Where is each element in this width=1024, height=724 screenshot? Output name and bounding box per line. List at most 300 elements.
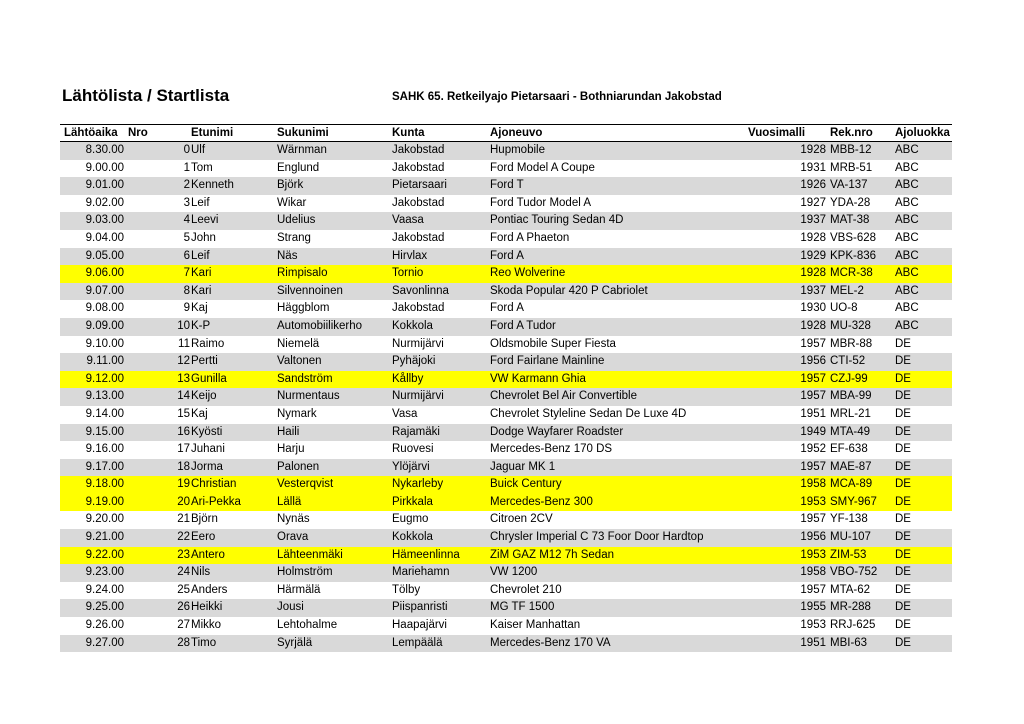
col-header-etunimi: Etunimi [191,127,234,139]
cell-reknro: YDA-28 [830,196,871,209]
cell-vuosimalli: 1937 [800,284,826,297]
table-row [60,353,952,371]
cell-kunta: Savonlinna [392,284,449,297]
cell-sukunimi: Harju [277,443,305,456]
cell-reknro: MEL-2 [830,284,864,297]
cell-sukunimi: Lähteenmäki [277,548,343,561]
cell-reknro: UO-8 [830,302,858,315]
cell-etunimi: Eero [191,531,216,544]
cell-reknro: SMY-967 [830,495,877,508]
cell-ajoneuvo: ZiM GAZ M12 7h Sedan [490,548,614,561]
cell-sukunimi: Nymark [277,407,317,420]
cell-nro: 25 [177,583,190,596]
table-row [60,195,952,213]
cell-etunimi: Gunilla [191,372,227,385]
cell-ajoneuvo: Ford A Phaeton [490,231,570,244]
cell-sukunimi: Wikar [277,196,307,209]
cell-ajoluokka: DE [895,495,911,508]
cell-reknro: RRJ-625 [830,619,876,632]
table-row [60,265,952,283]
cell-nro: 11 [178,337,190,350]
cell-ajoluokka: ABC [895,319,919,332]
cell-reknro: CTI-52 [830,355,866,368]
cell-reknro: YF-138 [830,513,868,526]
table-row [60,635,952,653]
cell-ajoluokka: DE [895,513,911,526]
cell-lahtoaika: 9.09.00 [85,319,124,332]
col-header-sukunimi: Sukunimi [277,127,329,139]
cell-ajoneuvo: Jaguar MK 1 [490,460,556,473]
cell-nro: 10 [177,319,190,332]
cell-ajoluokka: DE [895,478,911,491]
cell-lahtoaika: 9.23.00 [85,566,124,579]
cell-reknro: VA-137 [830,179,868,192]
table-row [60,283,952,301]
cell-vuosimalli: 1928 [800,144,826,156]
cell-lahtoaika: 9.25.00 [85,601,124,614]
cell-vuosimalli: 1928 [800,319,826,332]
cell-nro: 16 [177,425,190,438]
cell-kunta: Haapajärvi [392,619,447,632]
cell-etunimi: Kaj [191,302,208,315]
cell-lahtoaika: 9.15.00 [85,425,124,438]
cell-vuosimalli: 1957 [800,390,826,403]
cell-nro: 19 [177,478,190,491]
cell-vuosimalli: 1953 [800,619,826,632]
cell-nro: 13 [177,372,190,385]
cell-ajoneuvo: Ford A [490,302,524,315]
cell-ajoluokka: DE [895,548,911,561]
cell-vuosimalli: 1958 [800,478,826,491]
col-header-reknro: Rek.nro [830,127,873,139]
cell-nro: 23 [177,548,190,561]
cell-vuosimalli: 1951 [800,407,826,420]
event-subtitle: SAHK 65. Retkeilyajo Pietarsaari - Bothniarundan Jakobstad [392,91,722,103]
cell-ajoneuvo: Mercedes-Benz 170 DS [490,443,613,456]
cell-vuosimalli: 1931 [800,161,826,174]
cell-ajoneuvo: Buick Century [490,478,562,491]
cell-nro: 26 [177,601,190,614]
cell-nro: 7 [183,267,190,280]
cell-reknro: CZJ-99 [830,372,868,385]
cell-vuosimalli: 1927 [800,196,826,209]
cell-sukunimi: Nynäs [277,513,310,526]
cell-ajoluokka: DE [895,531,911,544]
cell-kunta: Vasa [392,407,418,420]
cell-ajoneuvo: Reo Wolverine [490,267,566,280]
cell-sukunimi: Härmälä [277,583,321,596]
cell-sukunimi: Björk [277,179,304,192]
table-row [60,599,952,617]
cell-reknro: VBO-752 [830,566,878,579]
cell-etunimi: Leif [191,196,210,209]
cell-sukunimi: Sandström [277,372,333,385]
cell-lahtoaika: 9.10.00 [85,337,124,350]
cell-kunta: Nykarleby [392,478,444,491]
cell-etunimi: Kyösti [191,425,223,438]
table-row [60,212,952,230]
cell-etunimi: Leevi [191,214,219,227]
cell-etunimi: Tom [191,161,213,174]
table-body [60,142,952,652]
col-header-vuosimalli: Vuosimalli [748,127,806,139]
cell-kunta: Jakobstad [392,196,445,209]
cell-kunta: Ruovesi [392,443,434,456]
cell-ajoluokka: DE [895,443,911,456]
table-row [60,177,952,195]
col-header-ajoneuvo: Ajoneuvo [490,127,543,139]
cell-kunta: Hirvlax [392,249,428,262]
cell-ajoneuvo: VW 1200 [490,566,538,579]
table-row [60,547,952,565]
cell-reknro: MCR-38 [830,267,873,280]
table-row [60,142,952,160]
cell-vuosimalli: 1953 [800,548,826,561]
cell-ajoluokka: DE [895,566,911,579]
cell-lahtoaika: 9.21.00 [85,531,124,544]
cell-ajoluokka: DE [895,460,911,473]
cell-vuosimalli: 1929 [800,249,826,262]
table-row [60,230,952,248]
cell-ajoluokka: ABC [895,214,919,227]
cell-kunta: Rajamäki [392,425,440,438]
cell-kunta: Piispanristi [392,601,448,614]
cell-nro: 15 [177,407,190,420]
cell-reknro: MBI-63 [830,636,868,649]
cell-lahtoaika: 9.05.00 [85,249,124,262]
cell-etunimi: Anders [191,583,228,596]
cell-ajoneuvo: Ford T [490,179,524,192]
cell-nro: 12 [177,355,190,368]
cell-kunta: Kokkola [392,531,433,544]
cell-reknro: MAE-87 [830,460,872,473]
cell-nro: 9 [183,302,190,315]
cell-lahtoaika: 9.14.00 [85,407,124,420]
cell-sukunimi: Wärnman [277,144,327,156]
cell-ajoluokka: DE [895,355,911,368]
cell-reknro: MBB-12 [830,144,872,156]
cell-ajoluokka: DE [895,372,911,385]
cell-vuosimalli: 1926 [800,179,826,192]
cell-sukunimi: Holmström [277,566,333,579]
cell-reknro: MU-107 [830,531,871,544]
cell-sukunimi: Vesterqvist [277,478,334,491]
cell-etunimi: Jorma [191,460,223,473]
cell-sukunimi: Valtonen [277,355,322,368]
table-row [60,406,952,424]
table-row [60,511,952,529]
cell-kunta: Jakobstad [392,302,445,315]
cell-reknro: MBA-99 [830,390,872,403]
cell-nro: 1 [183,161,190,174]
cell-vuosimalli: 1949 [800,425,826,438]
cell-lahtoaika: 9.26.00 [85,619,124,632]
table-header [60,125,952,142]
cell-lahtoaika: 9.01.00 [85,179,124,192]
cell-ajoneuvo: Ford Tudor Model A [490,196,591,209]
cell-lahtoaika: 9.13.00 [85,390,124,403]
cell-etunimi: Leif [191,249,210,262]
cell-lahtoaika: 9.02.00 [85,196,124,209]
cell-sukunimi: Orava [277,531,309,544]
table-row [60,300,952,318]
cell-lahtoaika: 9.24.00 [85,583,124,596]
cell-ajoluokka: ABC [895,179,919,192]
cell-lahtoaika: 9.17.00 [85,460,124,473]
cell-sukunimi: Näs [277,249,298,262]
cell-vuosimalli: 1957 [800,337,826,350]
cell-kunta: Tölby [392,583,421,596]
cell-ajoneuvo: Mercedes-Benz 170 VA [490,636,611,649]
cell-sukunimi: Lehtohalme [277,619,338,632]
cell-reknro: MCA-89 [830,478,873,491]
cell-sukunimi: Niemelä [277,337,320,350]
cell-kunta: Pyhäjoki [392,355,436,368]
cell-sukunimi: Automobiilikerho [277,319,363,332]
cell-ajoluokka: ABC [895,302,919,315]
cell-lahtoaika: 9.11.00 [86,355,124,368]
cell-vuosimalli: 1956 [800,355,826,368]
cell-kunta: Hämeenlinna [392,548,460,561]
cell-ajoneuvo: Pontiac Touring Sedan 4D [490,214,624,227]
cell-ajoluokka: DE [895,601,911,614]
cell-etunimi: Kenneth [191,179,234,192]
cell-ajoluokka: ABC [895,144,919,156]
cell-ajoluokka: ABC [895,231,919,244]
cell-ajoluokka: DE [895,390,911,403]
cell-lahtoaika: 9.06.00 [85,267,124,280]
cell-ajoneuvo: Hupmobile [490,144,545,156]
cell-vuosimalli: 1956 [800,531,826,544]
cell-reknro: MTA-62 [830,583,871,596]
cell-vuosimalli: 1928 [800,231,826,244]
page-title: Lähtölista / Startlista [62,86,230,105]
cell-ajoluokka: ABC [895,284,919,297]
cell-etunimi: Kaj [191,407,208,420]
cell-nro: 4 [183,214,190,227]
cell-lahtoaika: 9.18.00 [85,478,124,491]
cell-etunimi: Heikki [191,601,223,614]
cell-vuosimalli: 1958 [800,566,826,579]
cell-kunta: Lempäälä [392,636,443,649]
table-row [60,494,952,512]
cell-lahtoaika: 9.27.00 [85,636,124,649]
cell-kunta: Vaasa [392,214,424,227]
cell-kunta: Tornio [392,267,424,280]
cell-nro: 22 [177,531,190,544]
table-row [60,617,952,635]
cell-sukunimi: Haili [277,425,300,438]
cell-sukunimi: Strang [277,231,311,244]
cell-nro: 28 [177,636,190,649]
cell-kunta: Pietarsaari [392,179,447,192]
cell-kunta: Jakobstad [392,144,445,156]
cell-vuosimalli: 1930 [800,302,826,315]
col-header-nro: Nro [128,127,148,139]
cell-kunta: Kållby [392,372,424,385]
start-list-table [60,124,952,652]
cell-ajoluokka: DE [895,407,911,420]
cell-ajoluokka: DE [895,636,911,649]
cell-ajoluokka: DE [895,425,911,438]
cell-etunimi: K-P [191,319,211,332]
table-row [60,160,952,178]
cell-etunimi: Christian [191,478,237,491]
table-row [60,318,952,336]
cell-lahtoaika: 9.07.00 [85,284,124,297]
cell-ajoluokka: ABC [895,196,919,209]
cell-reknro: KPK-836 [830,249,877,262]
cell-vuosimalli: 1953 [800,495,826,508]
cell-lahtoaika: 9.22.00 [85,548,124,561]
cell-reknro: MRB-51 [830,161,873,174]
cell-ajoneuvo: MG TF 1500 [490,601,555,614]
cell-etunimi: Raimo [191,337,225,350]
cell-reknro: EF-638 [830,443,868,456]
cell-etunimi: Timo [191,636,217,649]
table-row [60,459,952,477]
cell-nro: 20 [177,495,190,508]
cell-sukunimi: Silvennoinen [277,284,343,297]
cell-vuosimalli: 1937 [800,214,826,227]
cell-ajoneuvo: VW Karmann Ghia [490,372,586,385]
cell-ajoneuvo: Ford Fairlane Mainline [490,355,605,368]
cell-ajoneuvo: Kaiser Manhattan [490,619,581,632]
cell-ajoneuvo: Skoda Popular 420 P Cabriolet [490,284,648,297]
cell-kunta: Nurmijärvi [392,390,444,403]
cell-ajoneuvo: Citroen 2CV [490,513,553,526]
cell-kunta: Jakobstad [392,231,445,244]
cell-sukunimi: Rimpisalo [277,267,328,280]
cell-sukunimi: Englund [277,161,320,174]
cell-nro: 8 [183,284,190,297]
table-row [60,476,952,494]
cell-ajoluokka: DE [895,583,911,596]
cell-nro: 0 [183,144,190,156]
cell-reknro: MTA-49 [830,425,871,438]
cell-nro: 2 [183,179,190,192]
cell-reknro: MAT-38 [830,214,870,227]
cell-nro: 5 [183,231,190,244]
cell-ajoluokka: ABC [895,249,919,262]
table-row [60,424,952,442]
table-row [60,564,952,582]
cell-ajoluokka: ABC [895,267,919,280]
cell-nro: 6 [183,249,190,262]
cell-ajoneuvo: Mercedes-Benz 300 [490,495,593,508]
cell-lahtoaika: 9.08.00 [85,302,124,315]
cell-etunimi: John [191,231,216,244]
cell-ajoneuvo: Chevrolet Bel Air Convertible [490,390,638,403]
cell-nro: 3 [183,196,190,209]
cell-ajoneuvo: Chrysler Imperial C 73 Foor Door Hardtop [490,531,704,544]
cell-ajoluokka: ABC [895,161,919,174]
cell-reknro: MRL-21 [830,407,871,420]
cell-vuosimalli: 1952 [800,443,826,456]
cell-etunimi: Kari [191,267,212,280]
cell-nro: 24 [177,566,190,579]
cell-reknro: VBS-628 [830,231,877,244]
cell-lahtoaika: 9.19.00 [85,495,124,508]
col-header-kunta: Kunta [392,127,425,139]
cell-sukunimi: Jousi [277,601,304,614]
cell-lahtoaika: 9.04.00 [85,231,124,244]
cell-vuosimalli: 1957 [800,513,826,526]
cell-sukunimi: Lällä [277,495,302,508]
table-row [60,336,952,354]
cell-etunimi: Nils [191,566,211,579]
cell-etunimi: Juhani [191,443,225,456]
cell-kunta: Jakobstad [392,161,445,174]
cell-etunimi: Keijo [191,390,217,403]
col-header-lahtoaika: Lähtöaika [64,127,118,139]
cell-reknro: MU-328 [830,319,871,332]
cell-kunta: Mariehamn [392,566,450,579]
cell-lahtoaika: 9.03.00 [85,214,124,227]
cell-ajoneuvo: Oldsmobile Super Fiesta [490,337,616,350]
cell-reknro: ZIM-53 [830,548,867,561]
cell-nro: 21 [177,513,190,526]
cell-ajoneuvo: Ford Model A Coupe [490,161,595,174]
cell-ajoneuvo: Dodge Wayfarer Roadster [490,425,624,438]
cell-kunta: Kokkola [392,319,433,332]
cell-ajoluokka: DE [895,619,911,632]
cell-nro: 27 [177,619,190,632]
cell-lahtoaika: 9.16.00 [85,443,124,456]
table-row [60,388,952,406]
col-header-ajoluokka: Ajoluokka [895,127,950,139]
cell-etunimi: Antero [191,548,225,561]
table-row [60,582,952,600]
cell-nro: 18 [177,460,190,473]
table-row [60,371,952,389]
cell-etunimi: Ari-Pekka [191,495,241,508]
cell-lahtoaika: 8.30.00 [85,144,124,156]
cell-ajoneuvo: Ford A [490,249,524,262]
table-row [60,529,952,547]
cell-nro: 14 [177,390,190,403]
cell-etunimi: Ulf [191,144,206,156]
cell-kunta: Pirkkala [392,495,433,508]
cell-sukunimi: Palonen [277,460,320,473]
cell-sukunimi: Udelius [277,214,316,227]
table-row [60,441,952,459]
table-row [60,248,952,266]
cell-etunimi: Mikko [191,619,222,632]
cell-sukunimi: Syrjälä [277,636,313,649]
cell-vuosimalli: 1951 [800,636,826,649]
cell-ajoneuvo: Chevrolet Styleline Sedan De Luxe 4D [490,407,687,420]
cell-lahtoaika: 9.12.00 [85,372,124,385]
cell-vuosimalli: 1957 [800,460,826,473]
cell-sukunimi: Nurmentaus [277,390,340,403]
cell-nro: 17 [177,443,190,456]
cell-kunta: Ylöjärvi [392,460,430,473]
cell-vuosimalli: 1957 [800,372,826,385]
cell-etunimi: Pertti [191,355,218,368]
cell-reknro: MBR-88 [830,337,873,350]
cell-lahtoaika: 9.20.00 [85,513,124,526]
cell-reknro: MR-288 [830,601,871,614]
cell-kunta: Nurmijärvi [392,337,444,350]
cell-etunimi: Kari [191,284,212,297]
cell-vuosimalli: 1955 [800,601,826,614]
cell-vuosimalli: 1957 [800,583,826,596]
cell-sukunimi: Häggblom [277,302,330,315]
cell-ajoneuvo: Ford A Tudor [490,319,556,332]
cell-etunimi: Björn [191,513,218,526]
cell-lahtoaika: 9.00.00 [85,161,124,174]
